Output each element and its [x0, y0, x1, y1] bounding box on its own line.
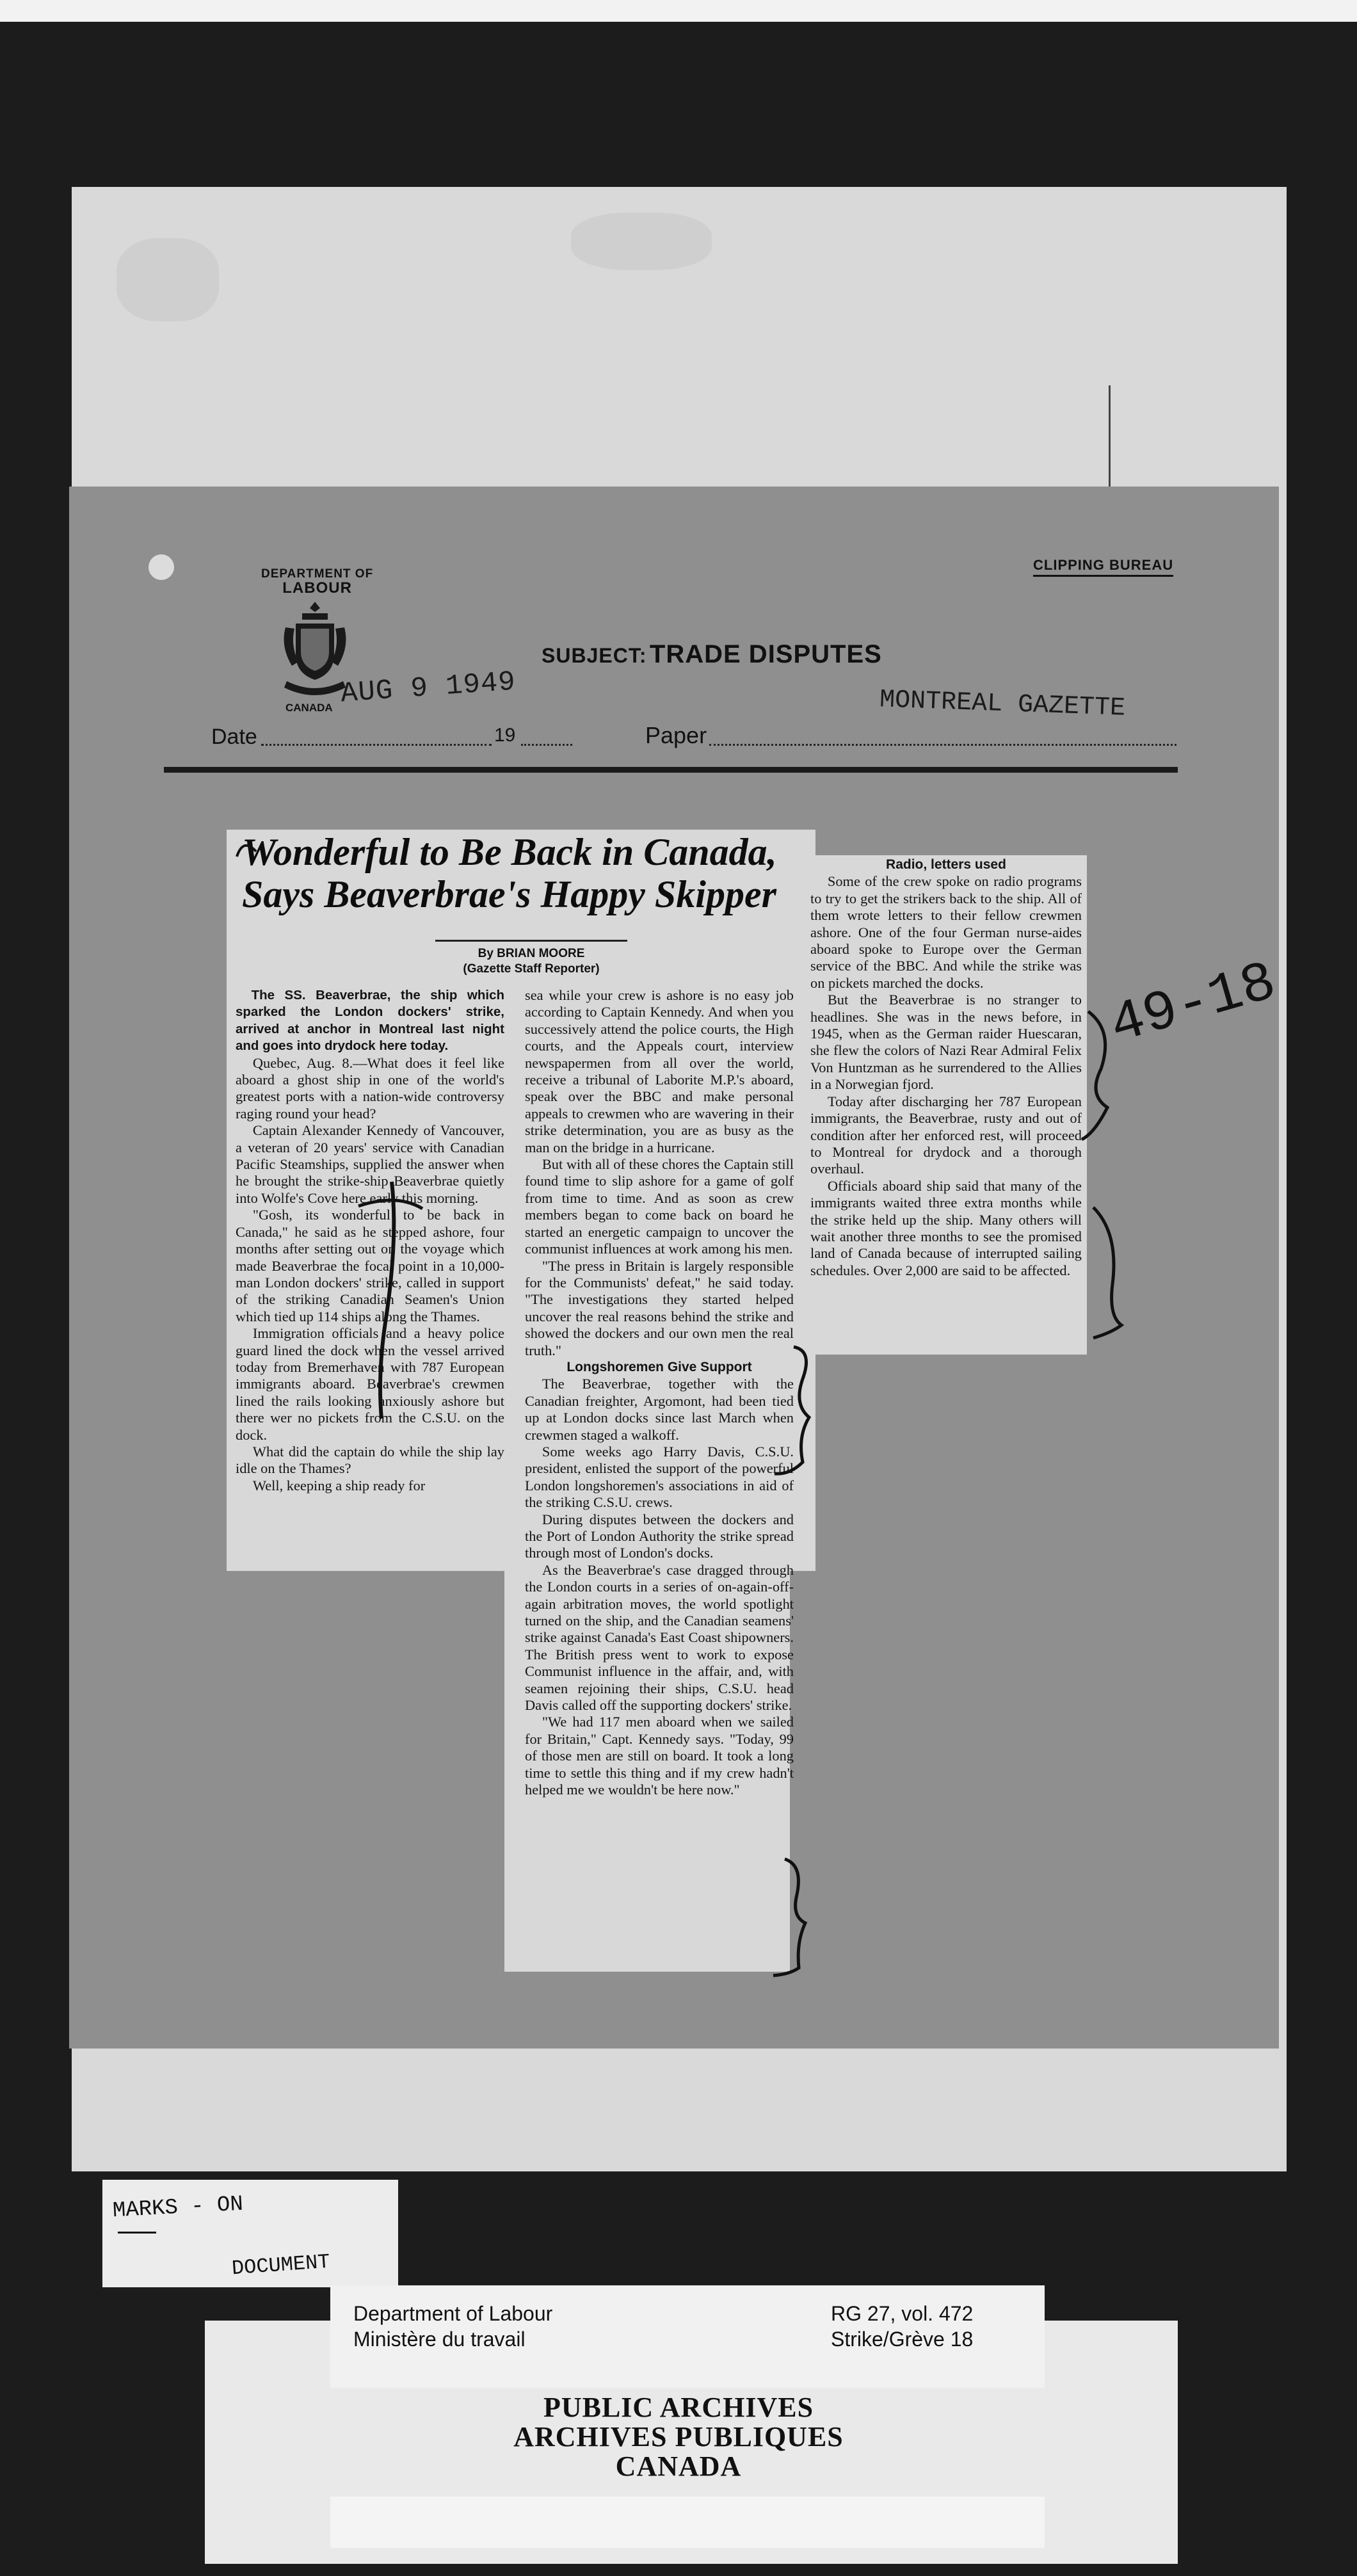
- byline-role: (Gazette Staff Reporter): [463, 962, 600, 976]
- department-heading: [261, 567, 373, 595]
- headline-line-1: Wonderful to Be Back in Canada,: [242, 831, 777, 873]
- subject-label: SUBJECT:: [542, 644, 647, 667]
- archive-title-en: PUBLIC ARCHIVES: [543, 2392, 814, 2423]
- article-column-3: [810, 857, 1082, 1279]
- date-dotted-line: [261, 744, 492, 746]
- header-rule: [164, 767, 1178, 773]
- article-lead: The SS. Beaverbrae, the ship which sparked the London dockers' strike, arrived at anchor in Montreal last night and goes into drydock here today.: [236, 988, 504, 1054]
- paragraph: "We had 117 men aboard when we sailed for Britain," Capt. Kennedy says. "Today, 99 of those men are still on board. It took a long time to settle this thing and if my crew hadn't helped me we wouldn't be here now.": [525, 1714, 794, 1798]
- paragraph: Quebec, Aug. 8.—What does it feel like aboard a ghost ship in one of the world's greatest ports with a nation-wide controversy raging round your head?: [236, 1054, 504, 1122]
- paragraph: Some of the crew spoke on radio programs to try to get the strikers back to the ship. All of them wrote letters to their fellow crewmen ashore. One of the four German nurse-aides aboard spoke to Europe over the German service of the BBC. And while the strike was on pickets marched the docks.: [810, 873, 1082, 991]
- subheading-longshoremen: Longshoremen Give Support: [566, 1359, 752, 1374]
- paragraph: Well, keeping a ship ready for: [252, 1477, 426, 1493]
- byline-rule: [435, 940, 627, 942]
- canada-label: CANADA: [285, 702, 333, 714]
- paragraph: The Beaverbrae, together with the Canadian freighter, Argomont, had been tied up at London docks since last March when crewmen staged a walkoff.: [525, 1376, 794, 1443]
- headline-line-2: Says Beaverbrae's Happy Skipper: [242, 873, 776, 915]
- article-column-1: [236, 987, 504, 1494]
- paper-dotted-line: [709, 744, 1176, 746]
- paragraph: Today after discharging her 787 European immigrants, the Beaverbrae, rusty and out of condition after her enforced rest, will proceed to Montreal for drydock and a thorough overhaul.: [810, 1093, 1082, 1177]
- paragraph: What did the captain do while the ship lay idle on the Thames?: [236, 1443, 504, 1477]
- paragraph: Immigration officials and a heavy police guard lined the dock when the vessel arrived today from Bremerhaven with 787 European immigrants aboard. Beaverbrae's crewmen lined the rails looking anxiously ashore but there wer no pickets from the C.S.U. on the dock.: [236, 1325, 504, 1443]
- marks-note-line-2: DOCUMENT: [230, 2250, 331, 2281]
- paragraph: Some weeks ago Harry Davis, C.S.U. president, enlisted the support of the powerful London longshoremen's associations in aid of the striking C.S.U. crews.: [525, 1443, 794, 1511]
- subheading-radio: Radio, letters used: [886, 857, 1006, 872]
- paragraph: But with all of these chores the Captain still found time to slip ashore for a game of golf from time to time. And as soon as crew members began to come back on board he started an energetic campaign to uncover the communist influences at work among his men.: [525, 1156, 794, 1257]
- paragraph: Officials aboard ship said that many of the immigrants waited three extra months while the strike held up the ship. Many others will wait another three months to see the promised land of Canada because of interrupted sailing schedules. Over 2,000 are said to be affected.: [810, 1177, 1082, 1278]
- paragraph: Captain Alexander Kennedy of Vancouver, a veteran of 20 years' service with Canadian Pacific Steamships, supplied the answer when he brought the strike-ship Beaverbrae quietly into Wolfe's Cove here early this morning.: [236, 1122, 504, 1206]
- marks-underline: [118, 2232, 156, 2234]
- paper-stamp: MONTREAL GAZETTE: [879, 686, 1126, 723]
- paragraph: As the Beaverbrae's case dragged through the London courts in a series of on-again-off-again arbitration moves, the world spotlight turned on the ship, and the Canadian seamens' strike against Canada's East Coast shipowners. The British press went to work to expose Communist influence in the affair, and, with seamen rejoining their ships, C.S.U. head Davis called off the supporting dockers' strike.: [525, 1561, 794, 1714]
- marks-note-line-1: MARKS - ON: [112, 2192, 244, 2224]
- paragraph: But the Beaverbrae is no stranger to headlines. She was in the news before, in 1945, when as the German raider Huescaran, she flew the colors of Nazi Rear Admiral Felix Von Huntzman as he surrendered to the Allies in a Norwegian fjord.: [810, 992, 1082, 1093]
- archive-title-fr: ARCHIVES PUBLIQUES: [513, 2421, 844, 2452]
- byline-author: By BRIAN MOORE: [478, 947, 585, 960]
- date-stamp: AUG 9 1949: [339, 666, 517, 711]
- article-column-2: [525, 987, 794, 1799]
- archive-reference: [831, 2301, 973, 2352]
- record-group-volume: RG 27, vol. 472: [831, 2302, 974, 2325]
- article-headline: [242, 831, 812, 915]
- paragraph: "The press in Britain is largely responsible for the Communists' defeat," he said today. "The investigations they started helped uncover the real reasons behind the strike and showed the dockers and our own men the real truth.": [525, 1257, 794, 1358]
- subject-value: TRADE DISPUTES: [649, 640, 882, 668]
- handwritten-file-number: 49-18: [1103, 951, 1283, 1059]
- date-label: Date: [211, 725, 257, 749]
- paragraph: sea while your crew is ashore is no easy job according to Captain Kennedy. And when you successively attend the police courts, the High courts, and the Appeals court, interview newspapermen from all over the world, receive a tribunal of Laborite M.P.'s aboard, speak over the BBC and make personal appeals to crewmen who are wavering in their strike determination, you are as busy as the man on the bridge in a hurricane.: [525, 987, 794, 1155]
- department-french: Ministère du travail: [353, 2328, 526, 2351]
- archive-title-country: CANADA: [615, 2451, 742, 2482]
- paragraph: During disputes between the dockers and the Port of London Authority the strike spread through most of London's docks.: [525, 1511, 794, 1561]
- archive-label-bottom: [330, 2497, 1045, 2548]
- archive-title: [333, 2393, 1024, 2481]
- article-byline: [422, 946, 640, 977]
- paragraph: "Gosh, its wonderful to be back in Canada," he said as he stepped ashore, four months after setting out on the voyage which made Beaverbrae the focal point in a 10,000-man London dockers' strike, called in support of the striking Canadian Seamen's Union which tied up 114 ships along the Thames.: [236, 1207, 504, 1324]
- strike-number: Strike/Grève 18: [831, 2328, 974, 2351]
- year-dotted-line: [521, 744, 572, 746]
- department-line-1: DEPARTMENT OF: [261, 567, 374, 581]
- subject-line: [542, 640, 882, 669]
- top-margin-strip: [0, 0, 1357, 22]
- department-english: Department of Labour: [353, 2302, 553, 2325]
- paper-label: Paper: [645, 722, 707, 748]
- department-line-2: LABOUR: [282, 579, 352, 597]
- clipping-bureau-label: CLIPPING BUREAU: [1033, 557, 1173, 577]
- archive-department: [353, 2301, 552, 2352]
- year-prefix: 19: [494, 725, 516, 746]
